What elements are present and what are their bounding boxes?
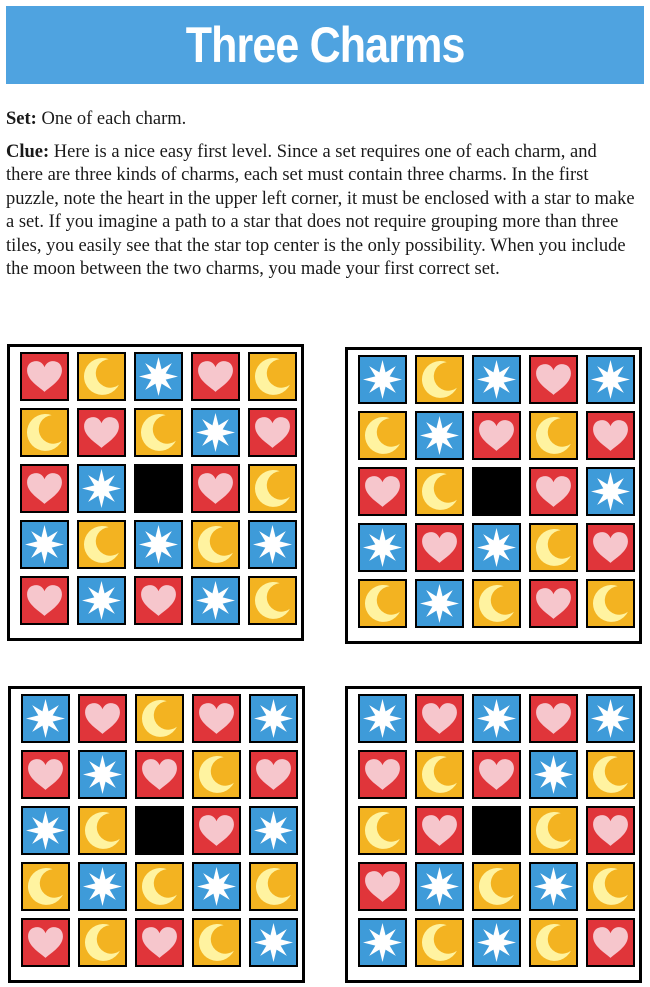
puzzle-grid: [358, 355, 635, 628]
star-tile[interactable]: [586, 355, 635, 404]
moon-tile[interactable]: [529, 806, 578, 855]
star-icon: [362, 359, 403, 400]
star-tile[interactable]: [134, 520, 183, 569]
heart-tile[interactable]: [20, 464, 69, 513]
star-icon: [590, 471, 631, 512]
star-icon: [81, 468, 122, 509]
star-icon: [419, 415, 460, 456]
moon-icon: [362, 583, 403, 624]
heart-tile[interactable]: [529, 467, 578, 516]
moon-icon: [533, 415, 574, 456]
heart-tile[interactable]: [78, 694, 127, 743]
heart-tile[interactable]: [529, 579, 578, 628]
star-icon: [362, 527, 403, 568]
heart-icon: [590, 922, 631, 963]
star-tile[interactable]: [472, 694, 521, 743]
heart-tile[interactable]: [358, 750, 407, 799]
star-icon: [476, 527, 517, 568]
moon-tile[interactable]: [358, 411, 407, 460]
star-icon: [253, 922, 294, 963]
moon-tile[interactable]: [586, 579, 635, 628]
moon-icon: [252, 468, 293, 509]
moon-icon: [590, 866, 631, 907]
moon-icon: [533, 527, 574, 568]
moon-icon: [419, 359, 460, 400]
star-tile[interactable]: [358, 918, 407, 967]
star-icon: [24, 524, 65, 565]
set-text: One of each charm.: [36, 109, 187, 129]
puzzle-board-1: [7, 344, 304, 641]
star-icon: [476, 359, 517, 400]
heart-tile[interactable]: [586, 523, 635, 572]
moon-icon: [253, 866, 294, 907]
heart-icon: [476, 754, 517, 795]
moon-icon: [419, 754, 460, 795]
moon-icon: [82, 810, 123, 851]
moon-icon: [590, 583, 631, 624]
star-icon: [82, 866, 123, 907]
heart-tile[interactable]: [358, 862, 407, 911]
star-tile[interactable]: [249, 806, 298, 855]
moon-icon: [196, 922, 237, 963]
puzzle-grid: [358, 694, 635, 967]
moon-tile[interactable]: [191, 520, 240, 569]
star-tile[interactable]: [77, 464, 126, 513]
title-banner: [6, 6, 644, 84]
heart-icon: [533, 583, 574, 624]
star-tile[interactable]: [358, 694, 407, 743]
moon-tile[interactable]: [529, 918, 578, 967]
heart-icon: [252, 412, 293, 453]
heart-tile[interactable]: [249, 750, 298, 799]
heart-icon: [590, 810, 631, 851]
star-icon: [253, 810, 294, 851]
star-icon: [419, 866, 460, 907]
set-rule: [6, 108, 636, 132]
puzzle-board-3: [8, 686, 305, 983]
star-tile[interactable]: [21, 694, 70, 743]
moon-icon: [138, 412, 179, 453]
moon-icon: [81, 356, 122, 397]
heart-tile[interactable]: [586, 806, 635, 855]
star-tile[interactable]: [358, 355, 407, 404]
heart-icon: [533, 471, 574, 512]
moon-tile[interactable]: [77, 352, 126, 401]
heart-icon: [24, 356, 65, 397]
star-tile[interactable]: [586, 694, 635, 743]
heart-icon: [139, 922, 180, 963]
moon-tile[interactable]: [135, 862, 184, 911]
star-icon: [195, 580, 236, 621]
star-tile[interactable]: [191, 408, 240, 457]
star-icon: [533, 754, 574, 795]
moon-icon: [139, 698, 180, 739]
heart-tile[interactable]: [529, 694, 578, 743]
heart-icon: [590, 527, 631, 568]
star-tile[interactable]: [529, 862, 578, 911]
blank-cell: [134, 464, 183, 513]
heart-icon: [24, 580, 65, 621]
heart-tile[interactable]: [135, 918, 184, 967]
star-tile[interactable]: [358, 523, 407, 572]
moon-tile[interactable]: [78, 918, 127, 967]
moon-tile[interactable]: [192, 918, 241, 967]
heart-tile[interactable]: [191, 464, 240, 513]
clue-text: Here is a nice easy first level. Since a set requires one of each charm, and there are three kinds of charms, each set must contain three charms. In the first puzzle, note the heart in the upper left corner, it must be enclosed with a star to make a set. If you imagine a path to a star that does not require grouping more than three tiles, you easily see that the star top center is the only possibility. When you include the moon between the two charms, you made your first correct set.: [6, 141, 635, 279]
puzzle-grid: [21, 694, 298, 967]
moon-tile[interactable]: [472, 579, 521, 628]
moon-icon: [252, 580, 293, 621]
heart-icon: [419, 527, 460, 568]
star-icon: [138, 524, 179, 565]
heart-tile[interactable]: [134, 576, 183, 625]
heart-tile[interactable]: [20, 352, 69, 401]
moon-icon: [533, 810, 574, 851]
moon-icon: [362, 415, 403, 456]
heart-tile[interactable]: [248, 408, 297, 457]
moon-icon: [419, 922, 460, 963]
heart-icon: [476, 415, 517, 456]
heart-tile[interactable]: [529, 355, 578, 404]
heart-icon: [196, 698, 237, 739]
clue-label: Clue:: [6, 141, 50, 162]
star-icon: [253, 698, 294, 739]
clue-paragraph: [6, 141, 636, 282]
star-tile[interactable]: [415, 411, 464, 460]
star-tile[interactable]: [472, 523, 521, 572]
star-icon: [419, 583, 460, 624]
moon-tile[interactable]: [472, 862, 521, 911]
heart-tile[interactable]: [586, 918, 635, 967]
heart-tile[interactable]: [586, 411, 635, 460]
star-icon: [476, 698, 517, 739]
heart-tile[interactable]: [135, 750, 184, 799]
star-icon: [196, 866, 237, 907]
heart-icon: [195, 468, 236, 509]
heart-tile[interactable]: [21, 750, 70, 799]
moon-icon: [252, 356, 293, 397]
moon-icon: [362, 810, 403, 851]
heart-icon: [81, 412, 122, 453]
moon-tile[interactable]: [415, 918, 464, 967]
star-icon: [533, 866, 574, 907]
moon-tile[interactable]: [529, 523, 578, 572]
puzzle-board-4: [345, 686, 642, 983]
heart-icon: [253, 754, 294, 795]
puzzle-grid: [20, 352, 297, 625]
moon-tile[interactable]: [358, 579, 407, 628]
heart-tile[interactable]: [77, 408, 126, 457]
moon-icon: [590, 754, 631, 795]
rules-text: [6, 108, 636, 291]
star-icon: [362, 698, 403, 739]
moon-tile[interactable]: [415, 467, 464, 516]
star-icon: [476, 922, 517, 963]
star-icon: [195, 412, 236, 453]
heart-icon: [533, 698, 574, 739]
moon-tile[interactable]: [415, 750, 464, 799]
moon-tile[interactable]: [358, 806, 407, 855]
star-tile[interactable]: [191, 576, 240, 625]
moon-tile[interactable]: [529, 411, 578, 460]
star-tile[interactable]: [77, 576, 126, 625]
blank-cell: [472, 806, 521, 855]
moon-tile[interactable]: [78, 806, 127, 855]
heart-tile[interactable]: [415, 694, 464, 743]
moon-icon: [533, 922, 574, 963]
star-tile[interactable]: [415, 579, 464, 628]
moon-icon: [81, 524, 122, 565]
moon-icon: [476, 866, 517, 907]
set-label: Set:: [6, 109, 37, 129]
moon-icon: [139, 866, 180, 907]
heart-icon: [362, 866, 403, 907]
heart-tile[interactable]: [192, 806, 241, 855]
star-tile[interactable]: [472, 918, 521, 967]
moon-icon: [419, 471, 460, 512]
heart-tile[interactable]: [191, 352, 240, 401]
heart-tile[interactable]: [472, 411, 521, 460]
heart-tile[interactable]: [415, 523, 464, 572]
star-icon: [82, 754, 123, 795]
star-icon: [25, 810, 66, 851]
blank-cell: [472, 467, 521, 516]
moon-tile[interactable]: [134, 408, 183, 457]
moon-tile[interactable]: [415, 355, 464, 404]
heart-tile[interactable]: [358, 467, 407, 516]
star-icon: [81, 580, 122, 621]
star-icon: [590, 359, 631, 400]
moon-icon: [196, 754, 237, 795]
moon-tile[interactable]: [586, 750, 635, 799]
star-icon: [590, 698, 631, 739]
heart-icon: [195, 356, 236, 397]
heart-icon: [82, 698, 123, 739]
star-tile[interactable]: [78, 862, 127, 911]
heart-icon: [196, 810, 237, 851]
heart-tile[interactable]: [472, 750, 521, 799]
star-tile[interactable]: [529, 750, 578, 799]
star-tile[interactable]: [248, 520, 297, 569]
moon-icon: [476, 583, 517, 624]
moon-tile[interactable]: [248, 464, 297, 513]
heart-icon: [533, 359, 574, 400]
star-icon: [362, 922, 403, 963]
heart-tile[interactable]: [21, 918, 70, 967]
moon-tile[interactable]: [20, 408, 69, 457]
star-tile[interactable]: [249, 694, 298, 743]
moon-tile[interactable]: [21, 862, 70, 911]
heart-tile[interactable]: [415, 806, 464, 855]
moon-tile[interactable]: [248, 352, 297, 401]
heart-icon: [362, 754, 403, 795]
moon-icon: [82, 922, 123, 963]
star-tile[interactable]: [192, 862, 241, 911]
star-tile[interactable]: [20, 520, 69, 569]
moon-icon: [24, 412, 65, 453]
heart-icon: [138, 580, 179, 621]
star-icon: [138, 356, 179, 397]
heart-icon: [362, 471, 403, 512]
star-tile[interactable]: [586, 467, 635, 516]
moon-tile[interactable]: [249, 862, 298, 911]
heart-tile[interactable]: [20, 576, 69, 625]
blank-cell: [135, 806, 184, 855]
heart-icon: [24, 468, 65, 509]
star-icon: [25, 698, 66, 739]
heart-icon: [139, 754, 180, 795]
moon-tile[interactable]: [248, 576, 297, 625]
moon-icon: [25, 866, 66, 907]
star-tile[interactable]: [134, 352, 183, 401]
heart-icon: [419, 810, 460, 851]
puzzle-board-2: [345, 347, 642, 644]
page-title: Three Charms: [185, 17, 465, 73]
star-tile[interactable]: [78, 750, 127, 799]
heart-icon: [25, 922, 66, 963]
heart-icon: [25, 754, 66, 795]
moon-tile[interactable]: [586, 862, 635, 911]
star-icon: [252, 524, 293, 565]
star-tile[interactable]: [415, 862, 464, 911]
star-tile[interactable]: [21, 806, 70, 855]
moon-tile[interactable]: [192, 750, 241, 799]
star-tile[interactable]: [472, 355, 521, 404]
moon-tile[interactable]: [77, 520, 126, 569]
heart-icon: [590, 415, 631, 456]
moon-icon: [195, 524, 236, 565]
heart-icon: [419, 698, 460, 739]
star-tile[interactable]: [249, 918, 298, 967]
heart-tile[interactable]: [192, 694, 241, 743]
moon-tile[interactable]: [135, 694, 184, 743]
